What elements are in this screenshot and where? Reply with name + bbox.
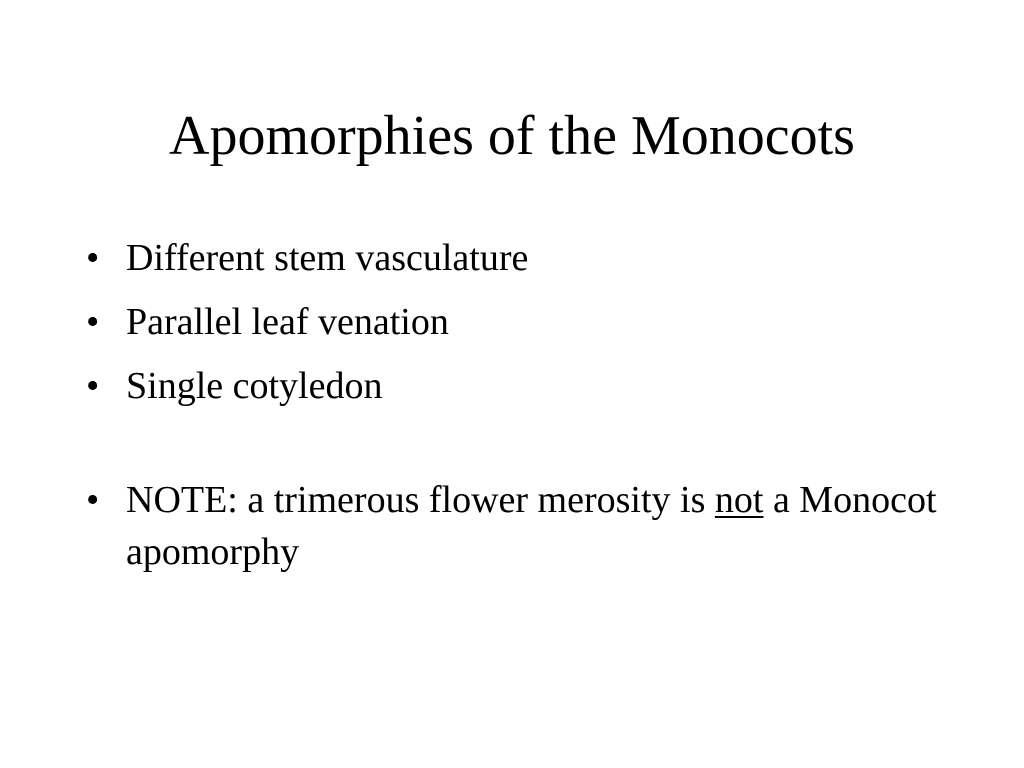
bullet-item-stem-vasculature <box>86 232 966 284</box>
note-emphasis: not <box>714 479 764 521</box>
bullet-list <box>86 232 966 590</box>
bullet-icon: • <box>86 365 100 407</box>
slide-title: Apomorphies of the Monocots <box>169 105 855 167</box>
bullet-item-note <box>86 474 966 578</box>
bullet-item-leaf-venation <box>86 296 966 348</box>
note-text-before: NOTE: a trimerous flower merosity is <box>126 479 715 521</box>
bullet-icon: • <box>86 237 100 279</box>
bullet-text: Single cotyledon <box>126 365 383 407</box>
bullet-icon: • <box>86 301 100 343</box>
note-text-after: a Monocot apomorphy <box>126 479 937 573</box>
bullet-item-cotyledon <box>86 360 966 412</box>
bullet-text: Parallel leaf venation <box>126 301 449 343</box>
bullet-text: Different stem vasculature <box>126 237 529 279</box>
bullet-icon: • <box>86 479 100 521</box>
